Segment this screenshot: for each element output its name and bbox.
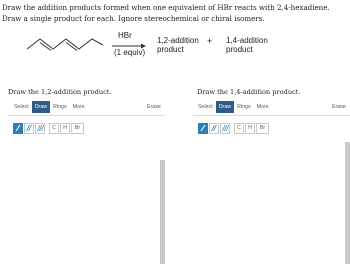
question-text: Draw the addition products formed when one equivalent of HBr reacts with 2,4-hexadiene. Draw a single product for each. Ignore stereochemical or chiral isomers.: [2, 3, 330, 23]
left-tool-row: [13, 122, 85, 134]
left-panel-label: Draw the 1,2-addition product.: [8, 88, 112, 96]
right-draw-tab[interactable]: Draw: [216, 101, 234, 113]
left-more-tab[interactable]: More: [72, 104, 85, 110]
right-drawing-canvas[interactable]: [193, 137, 343, 264]
right-atom-br-button[interactable]: Br: [256, 123, 269, 134]
left-triple-bond-tool[interactable]: [35, 123, 45, 134]
product2-line2: product: [226, 45, 253, 54]
left-select-tab[interactable]: Select: [14, 104, 29, 110]
right-single-bond-tool[interactable]: [198, 123, 208, 134]
right-more-tab[interactable]: More: [256, 104, 269, 110]
product1-line2: product: [157, 45, 184, 54]
product2-label: [226, 36, 268, 54]
left-draw-tab[interactable]: Draw: [32, 101, 50, 113]
product1-line1: 1,2-addition: [157, 36, 199, 45]
right-tool-row: [198, 122, 270, 134]
right-rings-tab[interactable]: Rings: [237, 104, 251, 110]
left-atom-h-button[interactable]: H: [60, 123, 70, 134]
right-panel-label: Draw the 1,4-addition product.: [197, 88, 301, 96]
left-rings-tab[interactable]: Rings: [53, 104, 67, 110]
left-single-bond-tool[interactable]: [13, 123, 23, 134]
right-atom-h-button[interactable]: H: [245, 123, 255, 134]
right-double-bond-tool[interactable]: [209, 123, 219, 134]
right-triple-bond-tool[interactable]: [220, 123, 230, 134]
left-scrollbar[interactable]: [160, 160, 165, 264]
left-drawing-canvas[interactable]: [8, 137, 158, 264]
right-toolbar-divider: [193, 115, 350, 116]
right-select-tab[interactable]: Select: [198, 104, 213, 110]
equiv-label: (1 equiv): [114, 48, 146, 57]
right-erase-button[interactable]: Erase: [332, 104, 346, 110]
product1-label: [157, 36, 199, 54]
left-toolbar-divider: [8, 115, 165, 116]
right-scrollbar[interactable]: [345, 142, 350, 264]
diene-structure: [26, 35, 104, 51]
left-toolbar: [11, 101, 88, 113]
reagent-label: HBr: [118, 31, 132, 40]
right-toolbar: [195, 101, 272, 113]
left-double-bond-tool[interactable]: [24, 123, 34, 134]
plus-sign: +: [207, 36, 213, 46]
right-atom-c-button[interactable]: C: [234, 123, 244, 134]
left-atom-c-button[interactable]: C: [49, 123, 59, 134]
left-atom-br-button[interactable]: Br: [71, 123, 84, 134]
product2-line1: 1,4-addition: [226, 36, 268, 45]
left-erase-button[interactable]: Erase: [147, 104, 161, 110]
